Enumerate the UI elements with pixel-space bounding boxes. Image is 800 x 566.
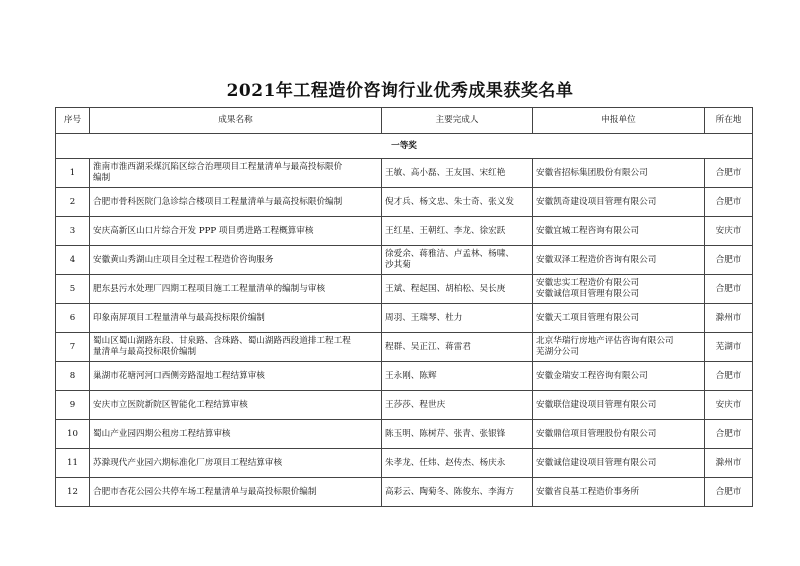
- achievement-name-text: 蜀山区蜀山湖路东段、甘泉路、含珠路、蜀山湖路西段道排工程工程: [93, 336, 351, 346]
- main-contributors-cell: [382, 449, 533, 478]
- header-main-contributors: 主要完成人: [382, 108, 533, 134]
- achievement-name-cell: [90, 246, 382, 275]
- applicant-unit-text: 安徽凯奇建设项目管理有限公司: [536, 196, 657, 207]
- achievement-name-text: 量清单与最高投标限价编制: [93, 347, 197, 357]
- header-achievement-name: 成果名称: [90, 108, 382, 134]
- location-cell: 合肥市: [705, 420, 753, 449]
- applicant-unit-text: 安徽宜城工程咨询有限公司: [536, 225, 640, 236]
- applicant-unit-text: 安徽天工项目管理有限公司: [536, 312, 640, 323]
- table-row: [56, 391, 753, 420]
- table-row: [56, 159, 753, 188]
- location-cell: 合肥市: [705, 275, 753, 304]
- applicant-unit-text: 安徽诚信项目管理有限公司: [536, 289, 640, 299]
- achievement-name-text: 安庆高新区山口片综合开发 PPP 项目勇进路工程概算审核: [93, 225, 314, 236]
- applicant-unit-cell: [533, 420, 705, 449]
- applicant-unit-cell: [533, 246, 705, 275]
- achievement-name-cell: [90, 391, 382, 420]
- table-row: [56, 333, 753, 362]
- header-applicant-unit: 申报单位: [533, 108, 705, 134]
- row-index: 9: [56, 391, 90, 420]
- applicant-unit-cell: [533, 391, 705, 420]
- row-index: 4: [56, 246, 90, 275]
- main-contributors-text: 王莎莎、程世庆: [385, 399, 446, 410]
- applicant-unit-text: 安徽诚信建设项目管理有限公司: [536, 457, 657, 468]
- location-cell: 合肥市: [705, 246, 753, 275]
- achievement-name-text: 蜀山产业园四期公租房工程结算审核: [93, 428, 231, 439]
- applicant-unit-cell: [533, 217, 705, 246]
- table-row: [56, 420, 753, 449]
- achievement-name-cell: [90, 478, 382, 507]
- achievement-name-cell: [90, 333, 382, 362]
- applicant-unit-cell: [533, 333, 705, 362]
- row-index: 5: [56, 275, 90, 304]
- applicant-unit-text: 安徽省招标集团股份有限公司: [536, 167, 648, 178]
- location-cell: 合肥市: [705, 159, 753, 188]
- achievement-name-text: 安徽黄山秀湖山庄项目全过程工程造价咨询服务: [93, 254, 274, 265]
- table-row: [56, 217, 753, 246]
- row-index: 6: [56, 304, 90, 333]
- applicant-unit-cell: [533, 159, 705, 188]
- main-contributors-text: 朱孝龙、任炜、赵传杰、杨庆永: [385, 457, 506, 468]
- main-contributors-cell: [382, 478, 533, 507]
- main-contributors-cell: [382, 217, 533, 246]
- applicant-unit-text: 芜湖分公司: [536, 347, 579, 357]
- main-contributors-cell: [382, 246, 533, 275]
- achievement-name-text: 合肥市杏花公园公共停车场工程量清单与最高投标限价编制: [93, 486, 317, 497]
- applicant-unit-cell: [533, 449, 705, 478]
- applicant-unit-text: 安徽金瑞安工程咨询有限公司: [536, 370, 648, 381]
- achievement-name-text: 合肥市骨科医院门急诊综合楼项目工程量清单与最高投标限价编制: [93, 196, 343, 207]
- main-contributors-text: 高彩云、陶菊冬、陈俊东、李海方: [385, 486, 514, 497]
- applicant-unit-cell: [533, 188, 705, 217]
- achievement-name-text: 肥东县污水处理厂四期工程项目施工工程量清单的编制与审核: [93, 283, 326, 294]
- main-contributors-cell: [382, 159, 533, 188]
- page-title: 2021年工程造价咨询行业优秀成果获奖名单: [226, 81, 574, 101]
- location-cell: 滁州市: [705, 304, 753, 333]
- main-contributors-text: 倪才兵、杨文忠、朱士奇、张义发: [385, 196, 514, 207]
- achievement-name-text: 印象南屏项目工程量清单与最高投标限价编制: [93, 312, 265, 323]
- main-contributors-text: 程群、吴正江、蒋雷君: [385, 341, 471, 352]
- applicant-unit-text: 北京华瑞行房地产评估咨询有限公司: [536, 336, 674, 346]
- row-index: 12: [56, 478, 90, 507]
- row-index: 8: [56, 362, 90, 391]
- table-row: [56, 275, 753, 304]
- table-row: [56, 449, 753, 478]
- achievement-name-text: 淮南市淮西湖采煤沉陷区综合治理项目工程量清单与最高投标限价: [93, 162, 343, 172]
- main-contributors-text: 沙其菊: [385, 260, 411, 270]
- achievement-name-text: 编制: [93, 173, 111, 183]
- row-index: 2: [56, 188, 90, 217]
- applicant-unit-text: 安徽鼎信项目管理股份有限公司: [536, 428, 657, 439]
- achievement-name-cell: [90, 217, 382, 246]
- main-contributors-text: 陈玉明、陈树芹、张青、张银锋: [385, 428, 506, 439]
- main-contributors-text: 王永刚、陈辉: [385, 370, 437, 381]
- main-contributors-cell: [382, 188, 533, 217]
- location-cell: 安庆市: [705, 217, 753, 246]
- achievement-name-cell: [90, 420, 382, 449]
- table-row: [56, 478, 753, 507]
- achievement-name-text: 苏滁现代产业园六期标准化厂房项目工程结算审核: [93, 457, 283, 468]
- applicant-unit-cell: [533, 275, 705, 304]
- location-cell: 合肥市: [705, 362, 753, 391]
- applicant-unit-cell: [533, 362, 705, 391]
- achievement-name-text: 安庆市立医院新院区智能化工程结算审核: [93, 399, 248, 410]
- main-contributors-cell: [382, 333, 533, 362]
- table-header-row: [56, 108, 753, 134]
- header-index: 序号: [56, 108, 90, 134]
- row-index: 1: [56, 159, 90, 188]
- table-row: [56, 246, 753, 275]
- applicant-unit-cell: [533, 478, 705, 507]
- location-cell: 安庆市: [705, 391, 753, 420]
- section-row-first-prize: [56, 134, 753, 159]
- row-index: 7: [56, 333, 90, 362]
- main-contributors-text: 王敏、高小磊、王友国、宋红艳: [385, 167, 506, 178]
- main-contributors-cell: [382, 275, 533, 304]
- applicant-unit-text: 安徽省良基工程造价事务所: [536, 486, 640, 497]
- row-index: 11: [56, 449, 90, 478]
- achievement-name-cell: [90, 362, 382, 391]
- table-row: [56, 304, 753, 333]
- row-index: 10: [56, 420, 90, 449]
- main-contributors-cell: [382, 420, 533, 449]
- achievement-name-cell: [90, 159, 382, 188]
- achievement-name-text: 巢湖市花塘河河口西侧旁路湿地工程结算审核: [93, 370, 265, 381]
- main-contributors-text: 王红星、王朝红、李龙、徐宏跃: [385, 225, 506, 236]
- location-cell: 芜湖市: [705, 333, 753, 362]
- achievement-name-cell: [90, 188, 382, 217]
- applicant-unit-text: 安徽忠实工程造价有限公司: [536, 278, 640, 288]
- achievement-name-cell: [90, 275, 382, 304]
- location-cell: 滁州市: [705, 449, 753, 478]
- applicant-unit-text: 安徽双泽工程造价咨询有限公司: [536, 254, 657, 265]
- awards-table: [55, 107, 753, 507]
- applicant-unit-cell: [533, 304, 705, 333]
- main-contributors-text: 周羽、王瑞琴、杜力: [385, 312, 463, 323]
- main-contributors-text: 王斌、程起国、胡柏松、吴长庚: [385, 283, 506, 294]
- achievement-name-cell: [90, 449, 382, 478]
- section-label: 一等奖: [56, 134, 753, 159]
- row-index: 3: [56, 217, 90, 246]
- main-contributors-cell: [382, 362, 533, 391]
- table-row: [56, 188, 753, 217]
- location-cell: 合肥市: [705, 188, 753, 217]
- table-row: [56, 362, 753, 391]
- applicant-unit-text: 安徽联信建设项目管理有限公司: [536, 399, 657, 410]
- location-cell: 合肥市: [705, 478, 753, 507]
- header-location: 所在地: [705, 108, 753, 134]
- main-contributors-text: 徐爱余、蒋雅洁、卢孟林、杨啸、: [385, 249, 514, 259]
- achievement-name-cell: [90, 304, 382, 333]
- main-contributors-cell: [382, 304, 533, 333]
- main-contributors-cell: [382, 391, 533, 420]
